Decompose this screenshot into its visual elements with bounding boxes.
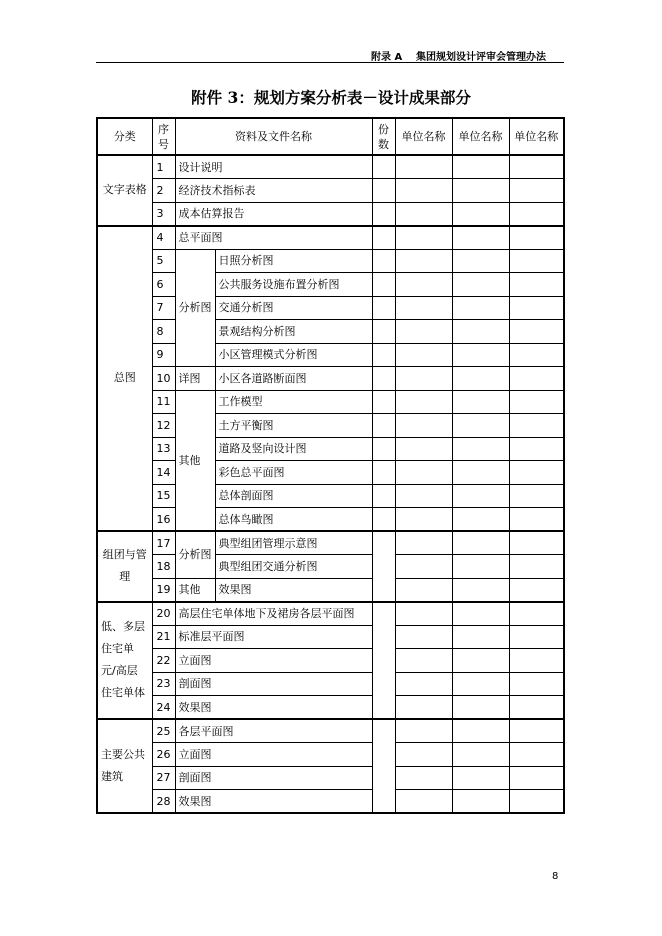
row-name: 标准层平面图 (175, 625, 372, 649)
subgroup-analysis: 分析图 (175, 249, 215, 367)
cell-unit-3 (509, 461, 564, 485)
cell-unit-3 (509, 226, 564, 250)
cell-unit-1 (395, 649, 452, 673)
group-cluster: 组团与管理 (97, 531, 152, 602)
cell-unit-1 (395, 461, 452, 485)
cell-unit-1 (395, 320, 452, 344)
cell-unit-1 (395, 202, 452, 226)
table-row (97, 766, 564, 790)
cell-unit-3 (509, 555, 564, 579)
row-name: 工作模型 (215, 390, 372, 414)
cell-unit-2 (452, 179, 509, 203)
row-name: 效果图 (175, 696, 372, 720)
cell-unit-3 (509, 249, 564, 273)
cell-unit-3 (509, 531, 564, 555)
cell-unit-2 (452, 202, 509, 226)
row-num: 9 (152, 343, 175, 367)
cell-unit-2 (452, 390, 509, 414)
row-name: 总平面图 (175, 226, 372, 250)
cell-unit-2 (452, 461, 509, 485)
row-name: 成本估算报告 (175, 202, 372, 226)
table-row (97, 578, 564, 602)
row-num: 21 (152, 625, 175, 649)
row-num: 15 (152, 484, 175, 508)
cell-unit-2 (452, 343, 509, 367)
cell-unit-2 (452, 790, 509, 814)
row-num: 25 (152, 719, 175, 743)
table-row (97, 155, 564, 179)
cell-unit-3 (509, 578, 564, 602)
row-num: 12 (152, 414, 175, 438)
row-num: 16 (152, 508, 175, 532)
cell-unit-1 (395, 343, 452, 367)
cell-unit-3 (509, 179, 564, 203)
table-row (97, 484, 564, 508)
table-row (97, 367, 564, 391)
cell-unit-2 (452, 414, 509, 438)
cell-unit-2 (452, 367, 509, 391)
cell-unit-3 (509, 390, 564, 414)
cell-unit-2 (452, 155, 509, 179)
cell-copies (372, 414, 395, 438)
table-row (97, 320, 564, 344)
table-row (97, 790, 564, 814)
row-name: 效果图 (215, 578, 372, 602)
cell-unit-1 (395, 790, 452, 814)
row-num: 4 (152, 226, 175, 250)
row-num: 6 (152, 273, 175, 297)
row-name: 立面图 (175, 743, 372, 767)
cell-unit-3 (509, 367, 564, 391)
table-row (97, 743, 564, 767)
header-appendix: 附录 A (371, 52, 403, 63)
cell-unit-1 (395, 766, 452, 790)
cell-unit-1 (395, 531, 452, 555)
row-num: 28 (152, 790, 175, 814)
table-row (97, 343, 564, 367)
cell-copies (372, 155, 395, 179)
cell-unit-2 (452, 649, 509, 673)
cell-unit-2 (452, 320, 509, 344)
row-name: 效果图 (175, 790, 372, 814)
group-housing: 低、多层住宅单元/高层住宅单体 (97, 602, 152, 720)
row-name: 典型组团交通分析图 (215, 555, 372, 579)
table-row (97, 249, 564, 273)
cell-unit-1 (395, 155, 452, 179)
table-row (97, 179, 564, 203)
cell-unit-3 (509, 766, 564, 790)
table-row (97, 672, 564, 696)
cell-unit-1 (395, 390, 452, 414)
table-row (97, 296, 564, 320)
page-number: 8 (552, 871, 559, 882)
cell-copies (372, 367, 395, 391)
cell-copies (372, 508, 395, 532)
col-unit-2: 单位名称 (452, 118, 509, 155)
row-num: 19 (152, 578, 175, 602)
row-name: 景观结构分析图 (215, 320, 372, 344)
subgroup-analysis-2: 分析图 (175, 531, 215, 578)
row-num: 8 (152, 320, 175, 344)
table-row (97, 531, 564, 555)
row-name: 日照分析图 (215, 249, 372, 273)
cell-unit-1 (395, 179, 452, 203)
cell-unit-3 (509, 414, 564, 438)
cell-unit-1 (395, 414, 452, 438)
row-num: 1 (152, 155, 175, 179)
cell-unit-2 (452, 296, 509, 320)
table-row (97, 390, 564, 414)
cell-unit-3 (509, 696, 564, 720)
cell-copies (372, 602, 395, 720)
table-row (97, 414, 564, 438)
cell-unit-1 (395, 367, 452, 391)
table-row (97, 273, 564, 297)
row-num: 22 (152, 649, 175, 673)
row-num: 3 (152, 202, 175, 226)
header-doc-title: 集团规划设计评审会管理办法 (416, 52, 546, 63)
cell-unit-3 (509, 743, 564, 767)
col-name: 资料及文件名称 (175, 118, 372, 155)
row-name: 立面图 (175, 649, 372, 673)
page-header (96, 40, 564, 63)
cell-unit-2 (452, 719, 509, 743)
cell-unit-1 (395, 696, 452, 720)
cell-copies (372, 343, 395, 367)
cell-copies (372, 179, 395, 203)
row-num: 26 (152, 743, 175, 767)
row-num: 13 (152, 437, 175, 461)
cell-unit-3 (509, 719, 564, 743)
row-num: 7 (152, 296, 175, 320)
cell-copies (372, 531, 395, 602)
cell-unit-2 (452, 672, 509, 696)
row-num: 11 (152, 390, 175, 414)
cell-unit-2 (452, 555, 509, 579)
row-name: 剖面图 (175, 672, 372, 696)
cell-unit-2 (452, 226, 509, 250)
row-num: 20 (152, 602, 175, 626)
table-row (97, 719, 564, 743)
table-row (97, 602, 564, 626)
cell-unit-2 (452, 249, 509, 273)
row-name: 各层平面图 (175, 719, 372, 743)
table-row (97, 508, 564, 532)
table-row (97, 696, 564, 720)
cell-unit-1 (395, 602, 452, 626)
cell-unit-3 (509, 296, 564, 320)
cell-copies (372, 296, 395, 320)
cell-unit-1 (395, 578, 452, 602)
cell-unit-3 (509, 602, 564, 626)
row-name: 小区管理模式分析图 (215, 343, 372, 367)
group-text: 文字表格 (97, 155, 152, 226)
cell-unit-3 (509, 672, 564, 696)
cell-copies (372, 719, 395, 813)
group-public: 主要公共建筑 (97, 719, 152, 813)
row-num: 2 (152, 179, 175, 203)
cell-unit-2 (452, 696, 509, 720)
cell-unit-3 (509, 649, 564, 673)
cell-unit-3 (509, 437, 564, 461)
row-name: 剖面图 (175, 766, 372, 790)
cell-unit-2 (452, 743, 509, 767)
cell-unit-3 (509, 273, 564, 297)
cell-unit-3 (509, 202, 564, 226)
row-num: 24 (152, 696, 175, 720)
cell-unit-1 (395, 484, 452, 508)
header-row (97, 118, 564, 155)
row-name: 小区各道路断面图 (215, 367, 372, 391)
col-seq: 序号 (152, 118, 175, 155)
col-copies: 份数 (372, 118, 395, 155)
cell-unit-3 (509, 508, 564, 532)
cell-unit-3 (509, 790, 564, 814)
col-category: 分类 (97, 118, 152, 155)
cell-copies (372, 226, 395, 250)
row-name: 总体鸟瞰图 (215, 508, 372, 532)
col-unit-1: 单位名称 (395, 118, 452, 155)
row-name: 交通分析图 (215, 296, 372, 320)
cell-unit-3 (509, 343, 564, 367)
cell-copies (372, 273, 395, 297)
table-row (97, 461, 564, 485)
cell-unit-1 (395, 226, 452, 250)
cell-copies (372, 390, 395, 414)
cell-unit-3 (509, 155, 564, 179)
cell-unit-2 (452, 766, 509, 790)
cell-unit-1 (395, 625, 452, 649)
cell-unit-1 (395, 743, 452, 767)
table-row (97, 202, 564, 226)
cell-unit-1 (395, 437, 452, 461)
cell-unit-1 (395, 672, 452, 696)
cell-unit-1 (395, 249, 452, 273)
row-name: 高层住宅单体地下及裙房各层平面图 (175, 602, 372, 626)
row-num: 10 (152, 367, 175, 391)
row-name: 经济技术指标表 (175, 179, 372, 203)
row-num: 27 (152, 766, 175, 790)
row-num: 18 (152, 555, 175, 579)
cell-copies (372, 484, 395, 508)
table-row (97, 649, 564, 673)
cell-copies (372, 437, 395, 461)
subgroup-other: 其他 (175, 390, 215, 531)
cell-unit-1 (395, 508, 452, 532)
cell-copies (372, 249, 395, 273)
cell-unit-3 (509, 320, 564, 344)
row-name: 总体剖面图 (215, 484, 372, 508)
cell-unit-1 (395, 719, 452, 743)
cell-unit-2 (452, 508, 509, 532)
row-name: 道路及竖向设计图 (215, 437, 372, 461)
cell-copies (372, 202, 395, 226)
table-row (97, 437, 564, 461)
row-name: 典型组团管理示意图 (215, 531, 372, 555)
row-num: 5 (152, 249, 175, 273)
row-num: 23 (152, 672, 175, 696)
cell-unit-2 (452, 484, 509, 508)
col-unit-3: 单位名称 (509, 118, 564, 155)
cell-unit-2 (452, 273, 509, 297)
row-name: 彩色总平面图 (215, 461, 372, 485)
subgroup-other-2: 其他 (175, 578, 215, 602)
cell-unit-3 (509, 625, 564, 649)
cell-unit-2 (452, 531, 509, 555)
row-name: 公共服务设施布置分析图 (215, 273, 372, 297)
table-row (97, 625, 564, 649)
cell-unit-1 (395, 555, 452, 579)
row-num: 17 (152, 531, 175, 555)
row-num: 14 (152, 461, 175, 485)
cell-unit-2 (452, 578, 509, 602)
cell-copies (372, 461, 395, 485)
cell-unit-3 (509, 484, 564, 508)
row-name: 设计说明 (175, 155, 372, 179)
row-name: 土方平衡图 (215, 414, 372, 438)
cell-unit-1 (395, 296, 452, 320)
analysis-table (96, 117, 565, 814)
cell-unit-2 (452, 437, 509, 461)
cell-unit-1 (395, 273, 452, 297)
table-row (97, 555, 564, 579)
group-master: 总图 (97, 226, 152, 532)
subgroup-detail: 详图 (175, 367, 215, 391)
cell-unit-2 (452, 625, 509, 649)
cell-unit-2 (452, 602, 509, 626)
table-row (97, 226, 564, 250)
page-title: 附件 3：规划方案分析表－设计成果部分 (191, 88, 471, 107)
cell-copies (372, 320, 395, 344)
